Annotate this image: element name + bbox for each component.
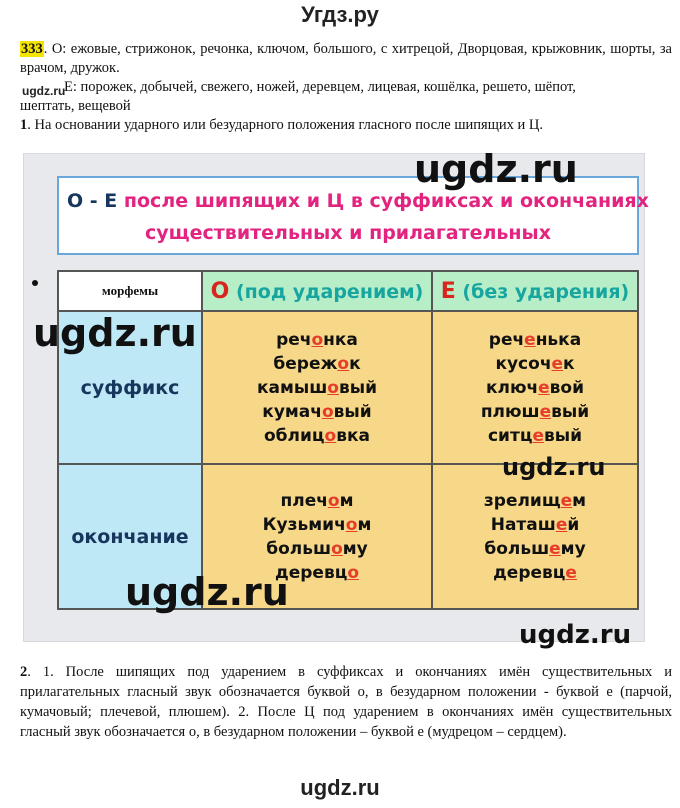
point-2 [20, 662, 672, 742]
col-e-text: (без ударения) [462, 280, 630, 303]
point-1 [20, 116, 672, 135]
word-item [433, 376, 637, 400]
suffix-o-list [203, 328, 431, 448]
word-part: больш [266, 538, 332, 559]
word-item [203, 376, 431, 400]
highlighted-vowel: о [327, 490, 340, 511]
col-morphemes: морфемы [58, 271, 202, 311]
watermark-small: ugdz.ru [22, 84, 66, 98]
highlighted-vowel: о [324, 425, 337, 446]
exercise-number: 333 [21, 41, 43, 57]
word-part: Наташ [490, 514, 556, 535]
col-o-letter: О [210, 278, 230, 304]
word-part: кусоч [495, 353, 552, 374]
bullet-dot [32, 280, 38, 286]
word-part: м [339, 490, 354, 511]
word-item [203, 513, 431, 537]
point-1-number: 1 [20, 117, 28, 133]
rule-figure [23, 153, 649, 642]
word-part: му [560, 538, 586, 559]
exercise-answer [20, 40, 672, 135]
header-prefix: О - Е [67, 190, 118, 212]
watermark: ugdz.ru [502, 453, 606, 481]
col-e-letter: Е [440, 278, 456, 304]
word-part: камыш [256, 377, 328, 398]
word-item [433, 400, 637, 424]
watermark: ugdz.ru [414, 147, 578, 191]
word-part: вый [338, 377, 378, 398]
suffix-e-cell [432, 311, 638, 464]
word-item [203, 537, 431, 561]
word-item [203, 352, 431, 376]
word-item [433, 489, 637, 513]
watermark: ugdz.ru [33, 311, 197, 355]
point-1-text: . На основании ударного или безударного положения гласного после шипящих и Ц. [27, 117, 543, 133]
highlighted-vowel: о [321, 401, 334, 422]
highlighted-vowel: е [524, 329, 536, 350]
col-o-text: (под ударением) [235, 280, 424, 303]
row-label-suffix: суффикс [58, 311, 202, 464]
highlighted-vowel: е [549, 538, 561, 559]
word-part: ситц [487, 425, 533, 446]
word-part: нка [323, 329, 358, 350]
word-part: плюш [480, 401, 540, 422]
word-part: му [342, 538, 368, 559]
word-part: вый [543, 425, 583, 446]
ending-e-list [433, 489, 637, 585]
word-part: нька [535, 329, 582, 350]
highlighted-vowel: е [551, 353, 564, 374]
col-e [432, 271, 638, 311]
word-part: вый [333, 401, 372, 422]
word-part: ключ [485, 377, 539, 398]
word-item [433, 352, 637, 376]
watermark: ugdz.ru [125, 570, 289, 614]
highlighted-vowel: е [555, 514, 568, 535]
highlighted-vowel: о [327, 377, 339, 398]
word-part: й [567, 514, 580, 535]
word-part: облиц [264, 425, 325, 446]
row-label-ending: окончание [58, 464, 202, 609]
highlighted-vowel: е [539, 401, 552, 422]
word-part: вый [551, 401, 590, 422]
word-part: береж [273, 353, 338, 374]
highlighted-vowel: е [565, 562, 577, 583]
word-part: реч [276, 329, 312, 350]
word-item [203, 400, 431, 424]
word-part: деревц [493, 562, 566, 583]
word-part: кумач [262, 401, 322, 422]
figure-header-line-2: существительных и прилагательных [144, 222, 551, 244]
site-title: Угдз.ру [301, 2, 379, 27]
table-header-row [58, 271, 638, 311]
figure-header-line-1 [67, 190, 649, 212]
highlighted-vowel: о [311, 329, 324, 350]
word-part: деревц [274, 562, 348, 583]
highlighted-vowel: е [532, 425, 544, 446]
word-item [203, 489, 431, 513]
word-part: м [357, 514, 372, 535]
o-words: . О: ежовые, стрижонок, речонка, ключом, большого, с хитрецой, Дворцовая, крыжовник, шорты, за врачом, дружок. [20, 41, 672, 76]
o-words-line [20, 40, 672, 78]
highlighted-vowel: о [345, 514, 358, 535]
word-part: к [349, 353, 361, 374]
highlighted-vowel: о [347, 562, 359, 583]
word-item [433, 561, 637, 585]
word-item [203, 328, 431, 352]
highlighted-vowel: е [538, 377, 550, 398]
ending-e-cell [432, 464, 638, 609]
word-item [433, 537, 637, 561]
suffix-o-cell [202, 311, 432, 464]
point-2-number: 2 [20, 664, 28, 680]
word-part: м [572, 490, 587, 511]
word-part: зрелищ [483, 490, 561, 511]
word-item [433, 328, 637, 352]
word-part: плеч [280, 490, 328, 511]
word-item [433, 424, 637, 448]
word-item [433, 513, 637, 537]
suffix-e-list [433, 328, 637, 448]
word-part: реч [488, 329, 525, 350]
watermark: ugdz.ru [519, 620, 632, 650]
point-2-text: . 1. После шипящих под ударением в суффиксах и окончаниях имён существительных и прилагательных гласный звук обозначается буквой о, в безударном положении - буквой е (парчой, кумачовый; плечевой, плюшем). 2. После Ц под ударением в окончаниях имён существительных гласный звук обозначается о, в безударном положении – буквой е (мудрецом – сердцем). [20, 664, 672, 740]
word-part: вка [336, 425, 370, 446]
word-item [203, 424, 431, 448]
word-part: Кузьмич [262, 514, 346, 535]
header-rest: после шипящих и Ц в суффиксах и окончаниях [123, 190, 649, 212]
word-part: вой [549, 377, 585, 398]
e-words-line-2: шептать, вещевой [20, 98, 131, 114]
highlighted-vowel: о [337, 353, 350, 374]
point-2-paragraph [20, 662, 672, 742]
col-o [202, 271, 432, 311]
word-part: к [563, 353, 575, 374]
highlighted-vowel: е [560, 490, 573, 511]
highlighted-vowel: о [331, 538, 343, 559]
site-footer: ugdz.ru [300, 775, 380, 800]
word-part: больш [484, 538, 550, 559]
e-words-line-1: Е: порожек, добычей, свежего, ножей, деревцем, лицевая, кошёлка, решето, шёпот, [64, 79, 576, 95]
